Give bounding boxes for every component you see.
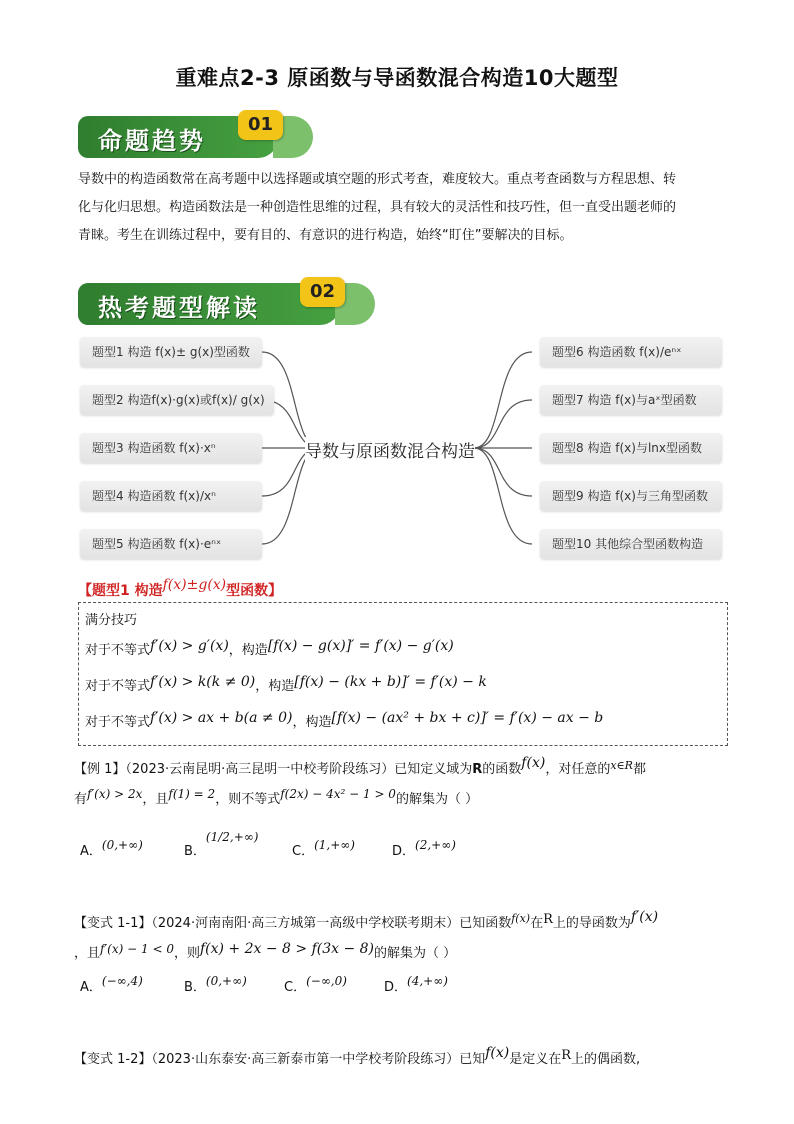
banner-trend-label: 命题趋势 xyxy=(98,126,206,155)
option-label: C． xyxy=(284,980,307,995)
tips-row-2-result: [f(x) − (kx + b)]′ = f′(x) − k xyxy=(294,674,487,690)
variant1-text-f: 的解集为（ ） xyxy=(374,946,457,961)
banner-hot-topics xyxy=(78,283,378,325)
variant1-option-b[interactable] xyxy=(184,976,247,995)
example1-line-2 xyxy=(74,788,734,807)
variant1-text-e: ，则 xyxy=(173,946,200,961)
variant2-text-a: 【变式 1-2】（2023·山东泰安·高三新泰市第一中学校考阶段练习）已知 xyxy=(74,1052,486,1067)
mindmap-item-left-1: 题型1 构造 f(x)± g(x)型函数 xyxy=(80,337,262,367)
example1-text-g: ，则不等式 xyxy=(215,792,281,807)
option-value: (4,+∞) xyxy=(407,974,448,988)
tips-row-1 xyxy=(85,639,454,658)
section-heading-suffix: 型函数】 xyxy=(226,583,283,599)
variant1-fx: f(x) xyxy=(511,912,531,925)
variant1-cond-1: f′(x) − 1 < 0 xyxy=(100,942,174,956)
variant1-option-c[interactable] xyxy=(284,976,347,995)
example1-text-f: ，且 xyxy=(142,792,169,807)
banner-hot-topics-number: 02 xyxy=(300,277,345,307)
example1-text-c: ，对任意的 xyxy=(545,762,611,777)
option-value: (0,+∞) xyxy=(205,974,247,988)
option-value: (1,+∞) xyxy=(314,838,355,852)
example1-R: R xyxy=(472,762,483,777)
mindmap-item-left-2: 题型2 构造f(x)·g(x)或f(x)/ g(x) xyxy=(80,385,274,415)
option-label: B． xyxy=(184,844,206,859)
variant2-text-c: 上的偶函数, xyxy=(571,1052,641,1067)
mindmap-item-right-3: 题型8 构造 f(x)与lnx型函数 xyxy=(540,433,722,463)
variant1-R: R xyxy=(543,912,553,927)
variant1-line-1 xyxy=(74,909,734,931)
variant1-fpx: f′(x) xyxy=(630,909,659,925)
tips-row-2-mid: ，构造 xyxy=(255,679,295,694)
option-value: (1/2,+∞) xyxy=(205,830,259,844)
option-label: B． xyxy=(184,980,206,995)
page-title: 重难点2-3 原函数与导函数混合构造10大题型 xyxy=(175,66,619,90)
intro-paragraph xyxy=(78,166,720,250)
tips-heading: 满分技巧 xyxy=(85,613,138,628)
example1-cond-1: f′(x) > 2x xyxy=(87,787,143,801)
option-label: A． xyxy=(80,980,102,995)
tips-row-3-cond: f′(x) > ax + b(a ≠ 0) xyxy=(150,710,293,726)
intro-line-1: 导数中的构造函数常在高考题中以选择题或填空题的形式考查，难度较大。重点考查函数与方程思想、转 xyxy=(78,172,677,187)
option-value: (2,+∞) xyxy=(415,838,456,852)
tips-row-3-result: [f(x) − (ax² + bx + c)]′ = f′(x) − ax − b xyxy=(331,710,604,726)
tips-row-2-cond: f′(x) > k(k ≠ 0) xyxy=(150,674,256,690)
example1-fx: f(x) xyxy=(521,755,546,771)
option-value: (−∞,0) xyxy=(306,974,347,988)
example1-text-e: 有 xyxy=(74,792,88,807)
mindmap-item-left-5: 题型5 构造函数 f(x)·eⁿˣ xyxy=(80,529,262,559)
tips-row-3-pre: 对于不等式 xyxy=(85,715,151,730)
tips-box xyxy=(78,602,728,746)
variant1-option-d[interactable] xyxy=(384,976,448,995)
section-heading-math: f(x)±g(x) xyxy=(162,577,227,593)
section-heading-prefix: 【题型1 构造 xyxy=(78,583,163,599)
variant1-option-a[interactable] xyxy=(80,976,143,995)
mindmap-item-right-4: 题型9 构造 f(x)与三角型函数 xyxy=(540,481,722,511)
section-heading-type1 xyxy=(78,577,283,600)
option-value: (−∞,4) xyxy=(101,974,143,988)
example1-text-h: 的解集为（ ） xyxy=(395,792,479,807)
variant1-text-b: 在 xyxy=(530,916,544,931)
mindmap-center: 导数与原函数混合构造 xyxy=(305,437,475,462)
example1-option-c[interactable] xyxy=(292,840,355,859)
mindmap-item-right-1: 题型6 构造函数 f(x)/eⁿˣ xyxy=(540,337,722,367)
tips-row-3 xyxy=(85,711,603,730)
tips-row-1-cond: f′(x) > g′(x) xyxy=(150,638,229,654)
example1-text-d: 都 xyxy=(632,762,646,777)
variant1-text-d: ，且 xyxy=(74,946,101,961)
mindmap-item-left-3: 题型3 构造函数 f(x)·xⁿ xyxy=(80,433,262,463)
variant2-fx: f(x) xyxy=(485,1045,510,1061)
variant1-line-2 xyxy=(74,942,734,961)
example1-x-in-R: x∈R xyxy=(610,759,633,772)
tips-row-1-result: [f(x) − g(x)]′ = f′(x) − g′(x) xyxy=(267,638,454,654)
example1-text-a: 【例 1】（2023·云南昆明·高三昆明一中校考阶段练习）已知定义域为 xyxy=(74,762,473,777)
mindmap-item-left-4: 题型4 构造函数 f(x)/xⁿ xyxy=(80,481,262,511)
example1-text-b: 的函数 xyxy=(482,762,522,777)
banner-trend-number: 01 xyxy=(238,110,283,140)
variant2-R: R xyxy=(561,1048,572,1063)
variant1-text-a: 【变式 1-1】（2024·河南南阳·高三方城第一高级中学校联考期末）已知函数 xyxy=(74,916,512,931)
example1-option-d[interactable] xyxy=(392,840,456,859)
tips-row-1-mid: ，构造 xyxy=(228,643,268,658)
tips-row-1-pre: 对于不等式 xyxy=(85,643,151,658)
example1-option-a[interactable] xyxy=(80,840,143,859)
example1-cond-2: f(1) = 2 xyxy=(168,787,216,801)
tips-row-2-pre: 对于不等式 xyxy=(85,679,151,694)
option-label: C． xyxy=(292,844,315,859)
variant1-text-c: 上的导函数为 xyxy=(552,916,631,931)
option-label: D． xyxy=(384,980,408,995)
intro-line-2: 化与化归思想。构造函数法是一种创造性思维的过程，具有较大的灵活性和技巧性，但一直受出题老师的 xyxy=(78,200,677,215)
intro-line-3: 青睐。考生在训练过程中，要有目的、有意识的进行构造，始终“盯住”要解决的目标。 xyxy=(78,228,573,243)
variant2-text-b: 是定义在 xyxy=(509,1052,562,1067)
banner-trend xyxy=(78,116,316,158)
example1-cond-3: f(2x) − 4x² − 1 > 0 xyxy=(280,787,396,801)
example1-line-1 xyxy=(74,755,734,777)
option-value: (0,+∞) xyxy=(101,838,143,852)
tips-row-3-mid: ，构造 xyxy=(292,715,332,730)
mindmap-item-right-2: 题型7 构造 f(x)与aˣ型函数 xyxy=(540,385,722,415)
variant1-cond-2: f(x) + 2x − 8 > f(3x − 8) xyxy=(199,941,375,957)
tips-row-2 xyxy=(85,675,487,694)
banner-hot-topics-label: 热考题型解读 xyxy=(98,293,260,322)
example1-option-b[interactable] xyxy=(184,830,259,859)
option-label: D． xyxy=(392,844,416,859)
mindmap-item-right-5: 题型10 其他综合型函数构造 xyxy=(540,529,722,559)
variant2-line-1 xyxy=(74,1045,734,1067)
option-label: A． xyxy=(80,844,102,859)
